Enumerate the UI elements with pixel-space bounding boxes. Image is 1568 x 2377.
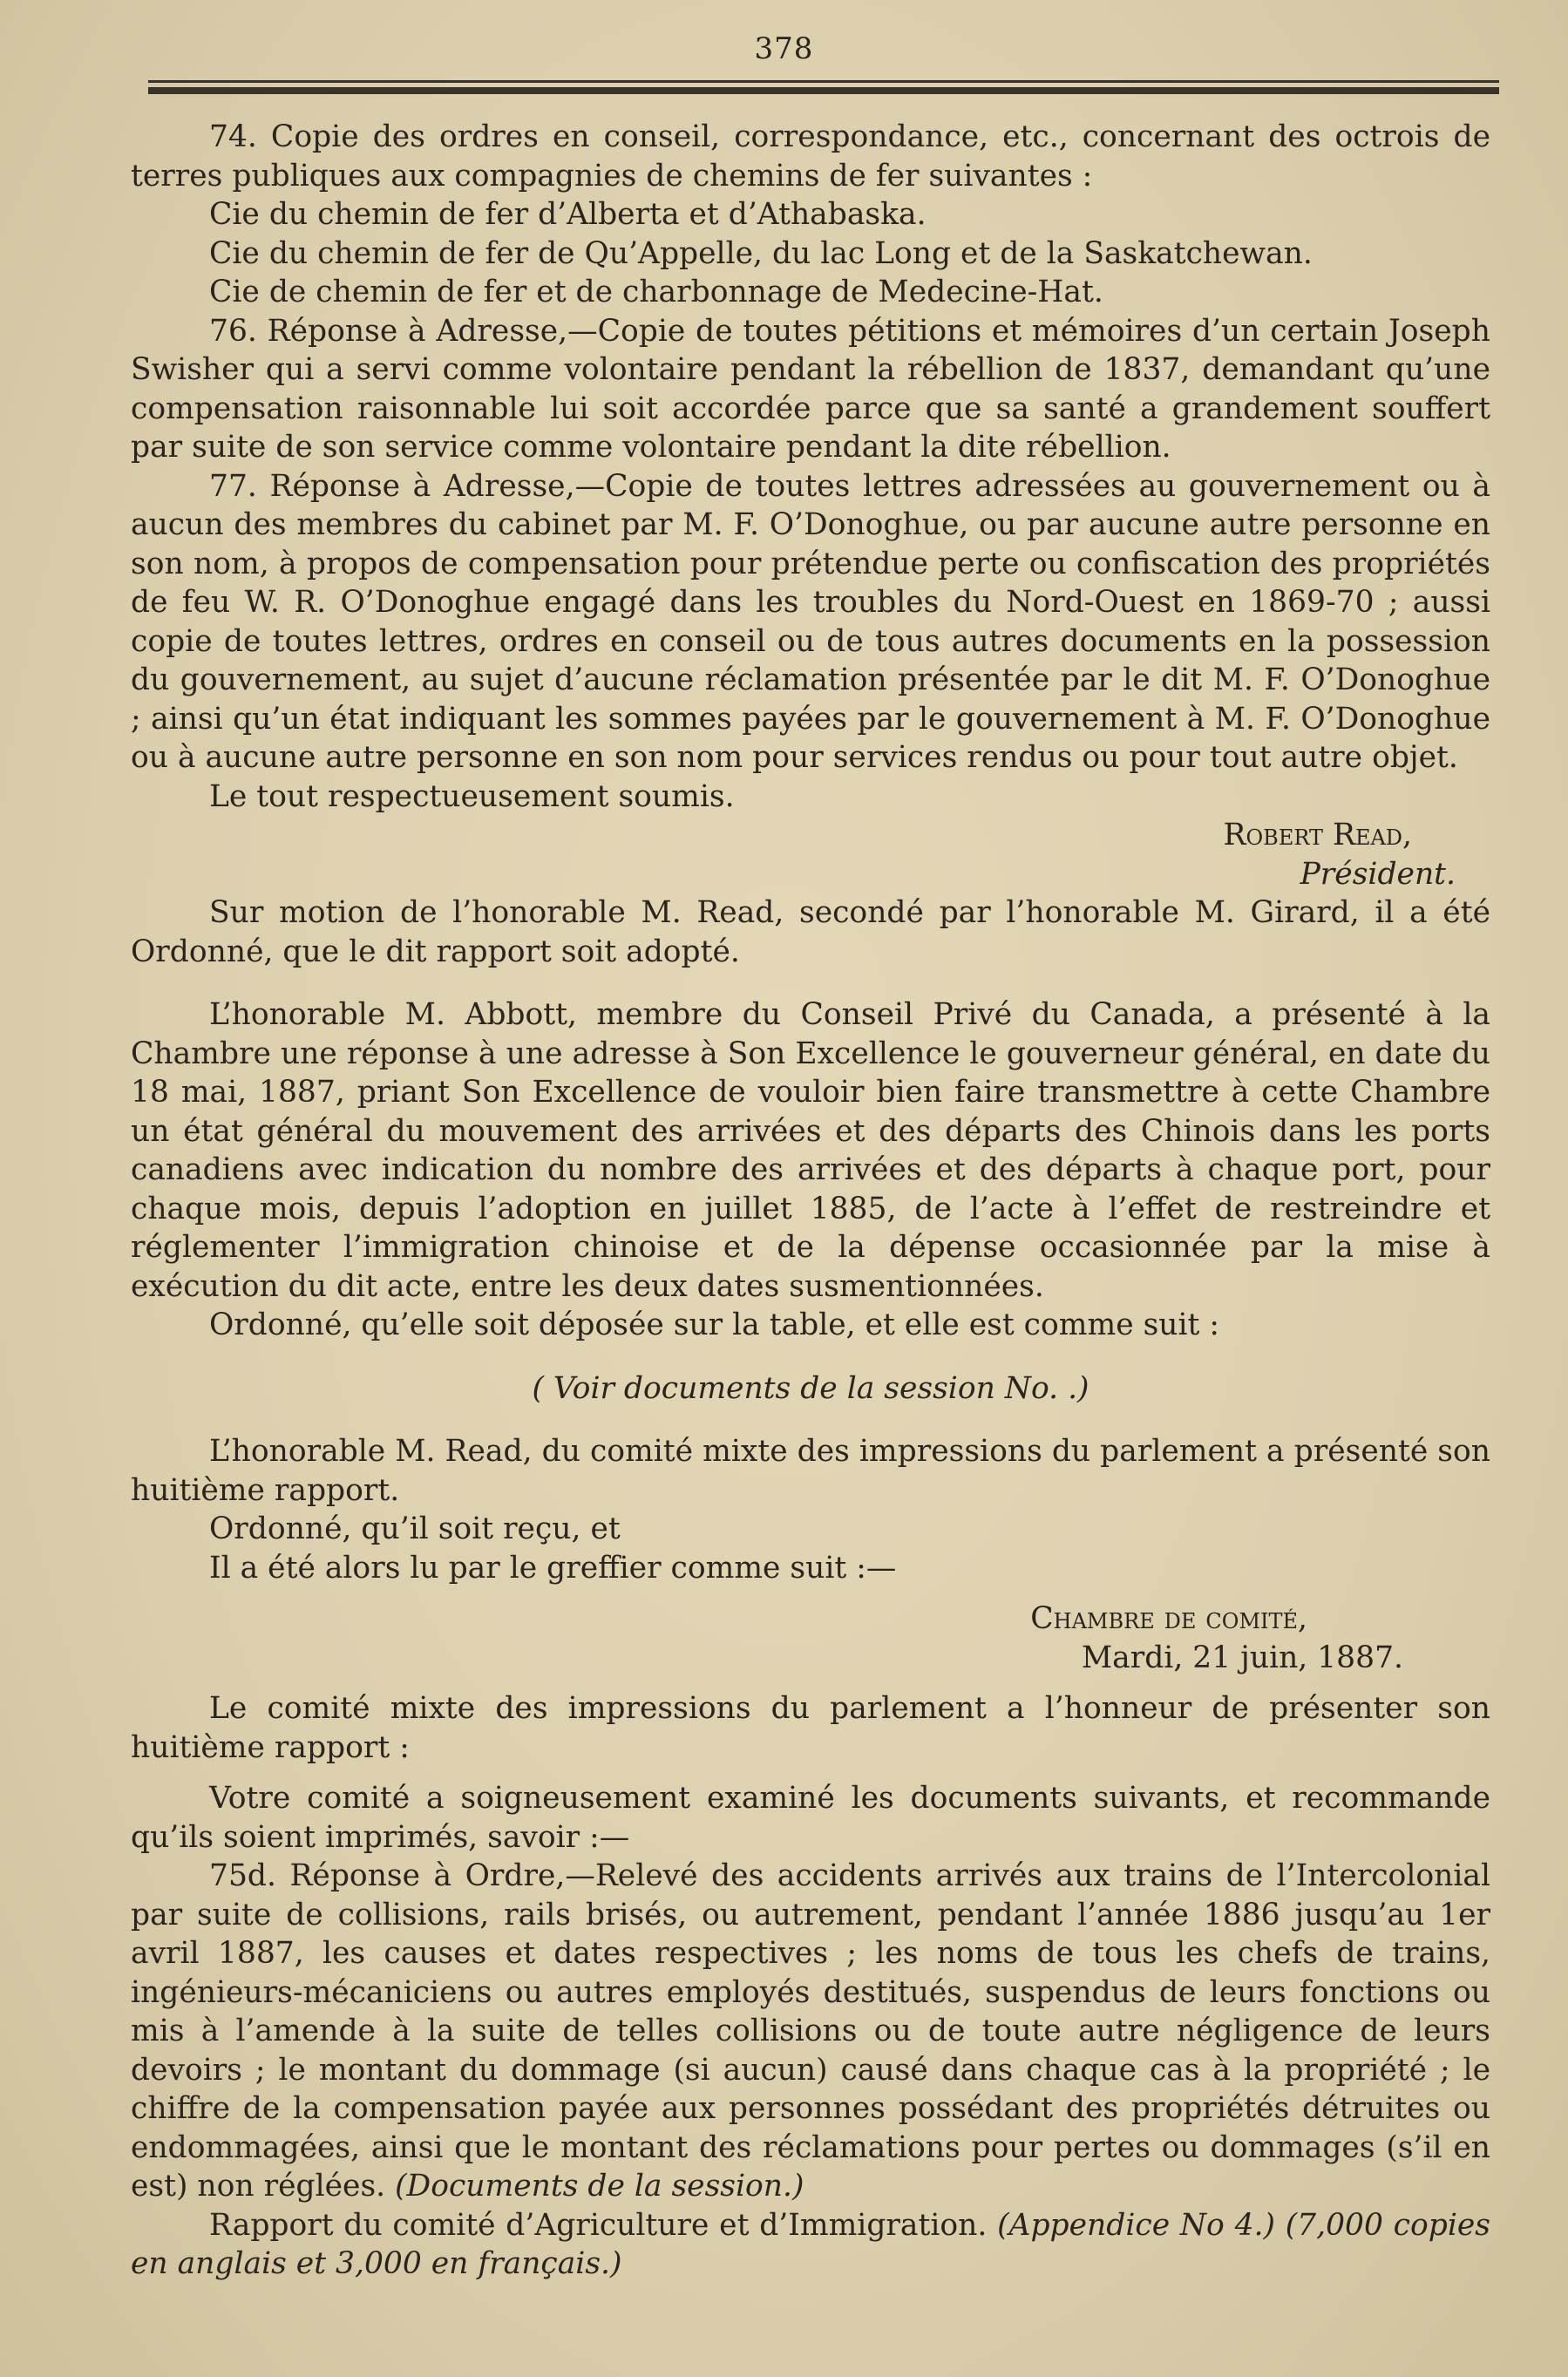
read-by-clerk-line: Il a été alors lu par le greffier comme suit :— [209,1550,897,1586]
motion-paragraph: Sur motion de l’honorable M. Read, secondé par l’honorable M. Girard, il a été Ordonné, que le dit rapport soit adopté. [131,895,1490,969]
page-body [131,118,1490,2284]
closing-line: Le tout respectueusement soumis. [209,778,735,814]
header-rule-thin [148,80,1499,83]
see-documents-line [131,1369,1490,1409]
ordered-received-line: Ordonné, qu’il soit reçu, et [209,1511,621,1546]
agriculture-report-text: Rapport du comité d’Agriculture et d’Immigration. [209,2207,988,2243]
agriculture-copies-note: (7,000 copies en anglais et 3,000 en français.) [131,2207,1491,2281]
list-item-alberta: Cie du chemin de fer d’Alberta et d’Athabaska. [209,197,927,232]
paragraph-76: 76. Réponse à Adresse,—Copie de toutes pétitions et mémoires d’un certain Joseph Swisher qui a servi comme volontaire pendant la rébellion de 1837, demandant qu’une compensation raisonnable lui soit accordée parce que sa santé a grandement souffert par suite de son service comme volontaire pendant la dite rébellion. [131,313,1490,465]
committee-examined-paragraph: Votre comité a soigneusement examiné les documents suivants, et recommande qu’ils soient imprimés, savoir :— [131,1781,1490,1855]
abbott-paragraph: L’honorable M. Abbott, membre du Conseil Privé du Canada, a présenté à la Chambre une réponse à une adresse à Son Excellence le gouverneur général, en date du 18 mai, 1887, priant Son Excellence de vouloir bien faire transmettre à cette Chambre un état général du mouvement des arrivées et des départs des Chinois dans les ports canadiens avec indication du nombre des arrivées et des départs à chaque port, pour chaque mois, depuis l’adoption en juillet 1885, de l’acte à l’effet de restreindre et réglementer l’immigration chinoise et de la dépense occasionnée par la mise à exécution du dit acte, entre les deux dates susmentionnées. [131,997,1490,1304]
agriculture-report-paragraph [131,2206,1490,2284]
header-rule-thick [148,87,1499,94]
paragraph-75d-text: 75d. Réponse à Ordre,—Relevé des accidents arrivés aux trains de l’Intercolonial par suite de collisions, rails brisés, ou autrement, pendant l’année 1886 jusqu’au 1er avril 1887, les causes et dates respectives ; les noms de tous les chefs de trains, ingénieurs-mécaniciens ou autres employés destitués, suspendus de leurs fonctions ou mis à l’amende à la suite de telles collisions ou de toute autre négligence de leurs devoirs ; le montant du dommage (si aucun) causé dans chaque cas à la propriété ; le chiffre de la compensation payée aux personnes possédant des propriétés détruites ou endommagées, ainsi que le montant des réclamations pour pertes ou dommages (s’il en est) non réglées. [131,1858,1490,2204]
agriculture-appendix-reference: (Appendice No 4.) [997,2207,1275,2243]
paragraph-74: 74. Copie des ordres en conseil, correspondance, etc., concernant des octrois de terres publiques aux compagnies de chemins de fer suivantes : [131,119,1490,194]
paragraph-77: 77. Réponse à Adresse,—Copie de toutes lettres adressées au gouvernement ou à aucun des membres du cabinet par M. F. O’Donoghue, ou par aucune autre personne en son nom, à propos de compensation pour prétendue perte ou confiscation des propriétés de feu W. R. O’Donoghue engagé dans les troubles du Nord-Ouest en 1869-70 ; aussi copie de toutes lettres, ordres en conseil ou de tous autres documents en la possession du gouvernement, au sujet d’aucune réclamation présentée par le dit M. F. O’Donoghue ; ainsi qu’un état indiquant les sommes payées par le gouvernement à M. F. O’Donoghue ou à aucune autre personne en son nom pour services rendus ou pour tout autre objet. [131,468,1490,775]
eighth-report-intro: Le comité mixte des impressions du parlement a l’honneur de présenter son huitième rapport : [131,1691,1490,1765]
read-report-paragraph: L’honorable M. Read, du comité mixte des impressions du parlement a présenté son huitième rapport. [131,1434,1490,1508]
list-item-quappelle: Cie du chemin de fer de Qu’Appelle, du lac Long et de la Saskatchewan. [209,235,1313,271]
paragraph-75d-reference: (Documents de la session.) [395,2169,804,2204]
report-date: Mardi, 21 juin, 1887. [1081,1640,1403,1675]
signature-title: Président. [1300,856,1456,892]
paragraph-75d [131,1857,1490,2206]
committee-room-heading: Chambre de comité, [1030,1601,1307,1636]
ordered-deposit-line: Ordonné, qu’elle soit déposée sur la table, et elle est comme suit : [209,1307,1220,1342]
see-documents-text: ( Voir documents de la session No. .) [532,1370,1089,1406]
list-item-medecine-hat: Cie de chemin de fer et de charbonnage de Medecine-Hat. [209,275,1103,309]
page-number: 378 [754,31,814,66]
signature-name: Robert Read, [1223,818,1412,852]
